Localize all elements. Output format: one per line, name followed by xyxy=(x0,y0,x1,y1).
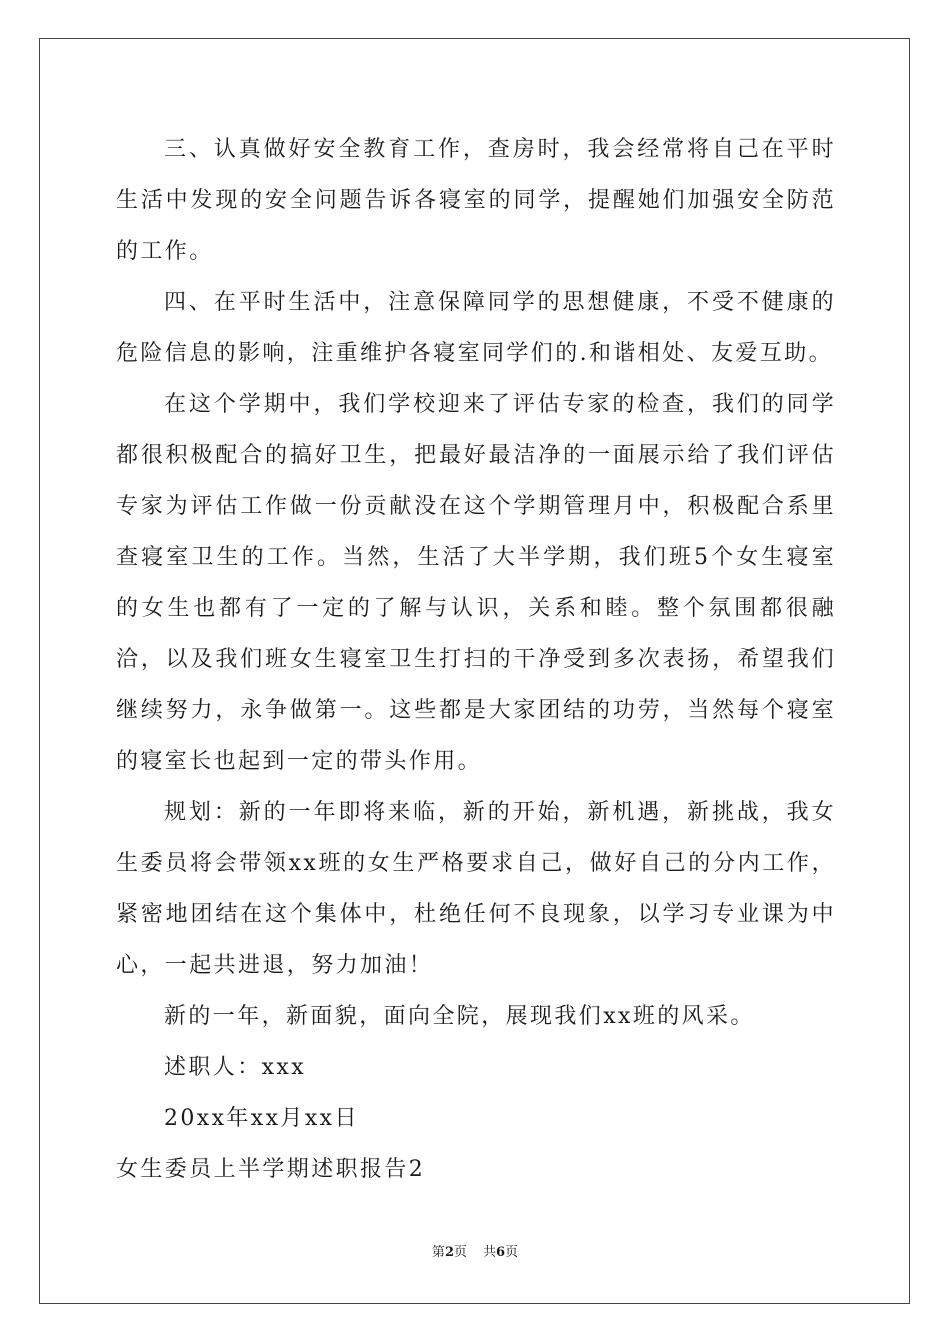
paragraph-new-year: 新的一年，新面貌，面向全院，展现我们xx班的风采。 xyxy=(164,1004,755,1029)
document-body xyxy=(116,124,836,1195)
date-line: 20xx年xx月xx日 xyxy=(164,1106,359,1131)
paragraph-mental-health: 四、在平时生活中，注意保障同学的思想健康，不受不健康的危险信息的影响，注重维护各寝室同学们的.和谐相处、友爱互助。 xyxy=(116,290,836,366)
total-pages: 6 xyxy=(496,1245,506,1260)
page-suffix: 页 xyxy=(453,1245,467,1260)
page-prefix: 第 xyxy=(431,1245,445,1260)
signature-line: 述职人：xxx xyxy=(164,1055,307,1080)
total-prefix: 共 xyxy=(483,1245,497,1260)
total-suffix: 页 xyxy=(505,1245,519,1260)
page-footer xyxy=(0,1245,950,1261)
paragraph-semester-review: 在这个学期中，我们学校迎来了评估专家的检查，我们的同学都很积极配合的搞好卫生，把最好最洁净的一面展示给了我们评估专家为评估工作做一份贡献没在这个学期管理月中，积极配合系里查寝室卫生的工作。当然，生活了大半学期，我们班5个女生寝室的女生也都有了一定的了解与认识，关系和睦。整个氛围都很融洽，以及我们班女生寝室卫生打扫的干净受到多次表扬，希望我们继续努力，永争做第一。这些都是大家团结的功劳，当然每个寝室的寝室长也起到一定的带头作用。 xyxy=(116,392,836,774)
paragraph-plan: 规划：新的一年即将来临，新的开始，新机遇，新挑战，我女生委员将会带领xx班的女生严格要求自己，做好自己的分内工作，紧密地团结在这个集体中，杜绝任何不良现象，以学习专业课为中心，一起共进退，努力加油！ xyxy=(116,800,836,978)
page-number: 2 xyxy=(444,1245,454,1260)
next-report-title: 女生委员上半学期述职报告2 xyxy=(116,1157,426,1182)
paragraph-safety-education: 三、认真做好安全教育工作，查房时，我会经常将自己在平时生活中发现的安全问题告诉各寝室的同学，提醒她们加强安全防范的工作。 xyxy=(116,137,836,264)
